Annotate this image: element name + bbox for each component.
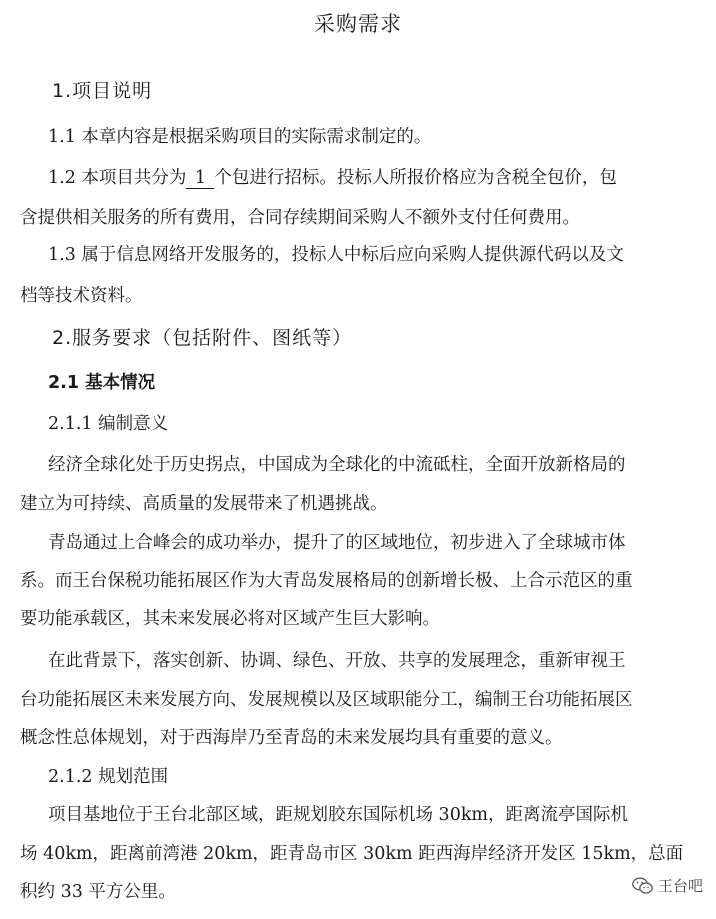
para2-line1: 青岛通过上合峰会的成功举办，提升了的区域地位，初步进入了全球城市体	[48, 533, 626, 553]
para2-line3: 要功能承载区，其未来发展必将对区域产生巨大影响。	[20, 609, 440, 629]
section1-p2-after: 个包进行招标。投标人所报价格应为含税全包价，包	[214, 168, 617, 188]
section1-p3-line2: 档等技术资料。	[20, 286, 143, 306]
watermark-text: 王台吧	[657, 877, 703, 895]
para4-line2: 场 40km，距离前湾港 20km，距青岛市区 30km 距西海岸经济开发区 15km，总面	[20, 844, 684, 864]
para3-line2: 台功能拓展区未来发展方向、发展规模以及区域职能分工，编制王台功能拓展区	[20, 690, 633, 710]
section2-heading: 2.服务要求（包括附件、图纸等）	[52, 327, 353, 349]
para1-line2: 建立为可持续、高质量的发展带来了机遇挑战。	[20, 494, 388, 514]
para3-line3: 概念性总体规划，对于西海岸乃至青岛的未来发展均具有重要的意义。	[20, 728, 563, 748]
para4-line3: 积约 33 平方公里。	[20, 882, 176, 902]
section1-heading: 1.项目说明	[52, 80, 153, 102]
package-count: 1	[186, 168, 214, 189]
section1-p2-line2: 含提供相关服务的所有费用，合同存续期间采购人不额外支付任何费用。	[20, 208, 580, 228]
para2-line2: 系。而王台保税功能拓展区作为大青岛发展格局的创新增长极、上合示范区的重	[20, 571, 633, 591]
para3-line1: 在此背景下，落实创新、协调、绿色、开放、共享的发展理念，重新审视王	[48, 651, 626, 671]
section1-p2-before: 1.2 本项目共分为	[48, 168, 187, 188]
section1-p2-line1	[48, 167, 698, 189]
watermark	[629, 874, 706, 897]
para1-line1: 经济全球化处于历史拐点，中国成为全球化的中流砥柱，全面开放新格局的	[48, 455, 626, 475]
wechat-icon	[632, 877, 654, 895]
section1-p1: 1.1 本章内容是根据采购项目的实际需求制定的。	[48, 127, 432, 147]
section2-sub11: 2.1.1 编制意义	[48, 414, 169, 434]
page-title: 采购需求	[314, 12, 402, 36]
section1-p3-line1: 1.3 属于信息网络开发服务的，投标人中标后应向采购人提供源代码以及文	[48, 245, 624, 265]
section2-sub12: 2.1.2 规划范围	[48, 767, 169, 787]
para4-line1: 项目基地位于王台北部区域，距规划胶东国际机场 30km，距离流亭国际机	[48, 805, 629, 825]
section2-sub1: 2.1 基本情况	[48, 373, 156, 393]
